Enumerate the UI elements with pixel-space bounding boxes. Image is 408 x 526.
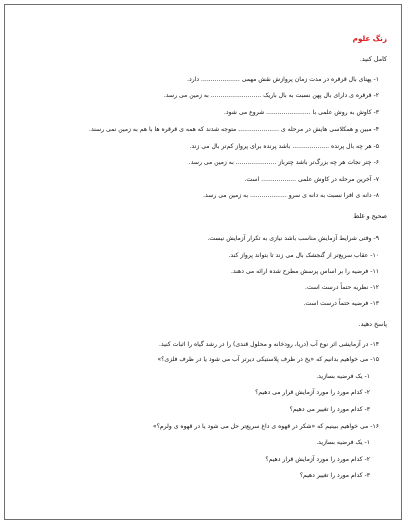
- question-16-part-1: ۱- یک فرضیه بسازید.: [316, 439, 370, 446]
- question-13: ۱۳- فرضیه حتماً درست است.: [303, 300, 379, 307]
- question-4: ۴- مبین و همکلاسی هایش در مرحله ی ..................... متوجه شدند که همه ی قرقره ها با هم به زمین نمی رسند.: [89, 126, 379, 133]
- question-2: ۲- قرقره ی دارای بال پهن نسبت به بال باریک .......................... به زمین می رسد.: [163, 92, 379, 99]
- question-9: ۹- وقتی شرایط آزمایش مناسب باشد نیازی به تکرار آزمایش نیست.: [207, 235, 379, 242]
- worksheet-page: [4, 4, 402, 520]
- section-heading-true-false: صحیح و غلط: [353, 213, 387, 220]
- question-12: ۱۲- نظریه حتماً درست است.: [305, 284, 379, 291]
- question-11: ۱۱- فرضیه را بر اساس پرسش مطرح شده ارائه می دهند.: [231, 268, 379, 275]
- section-heading-complete: کامل کنید.: [359, 56, 387, 63]
- question-16-part-3: ۳- کدام مورد را تغییر دهیم؟: [299, 472, 370, 479]
- question-8: ۸- دانه ی افرا نسبت به دانه ی سرو ................... به زمین می رسد.: [203, 192, 379, 199]
- section-heading-answer: پاسخ دهید.: [358, 321, 387, 328]
- question-6: ۶- چتر نجات هر چه بزرگ‌تر باشد چتر‌باز ..................... به زمین می رسد.: [188, 159, 379, 166]
- question-7: ۷- آخرین مرحله در کاوش علمی .................. است.: [244, 176, 379, 183]
- question-14: ۱۴- در آزمایشی اثر نوع آب (دریا، رودخانه و محلول قندی) را در رشد گیاه را اثبات کنید.: [158, 341, 379, 348]
- question-16-part-2: ۲- کدام مورد را مورد آزمایش قرار دهیم؟: [265, 456, 370, 463]
- question-16: ۱۶- می خواهیم ببینیم که «شکر در قهوه ی داغ سریع‌تر حل می شود یا در قهوه ی ولرم؟»: [152, 423, 379, 430]
- worksheet-title: زنگ علوم: [352, 34, 387, 43]
- question-1: ۱- پهنای بال قرقره در مدت زمان پرواز‌ش نقش مهمی .................... دارد.: [187, 76, 379, 83]
- question-3: ۳- کاوش به روش علمی با ....................... شروع می شود.: [224, 109, 379, 116]
- question-10: ۱۰- عقاب سریع‌تر از گنجشک بال می زند تا بتواند پرواز کند.: [228, 252, 379, 259]
- question-15-part-1: ۱- یک فرضیه بسازید.: [316, 373, 370, 380]
- question-5: ۵- هر چه بال پرنده ................... باشد پرنده برای پرواز کم‌تر بال می زند.: [189, 143, 379, 150]
- question-15-part-2: ۲- کدام مورد را مورد آزمایش قرار می دهیم؟: [255, 389, 370, 396]
- question-15: ۱۵- می خواهیم بدانیم که «یخ در ظرف پلاستیکی دیرتر آب می شود یا در ظرف فلزی؟»: [157, 356, 379, 363]
- question-15-part-3: ۳- کدام مورد را تغییر می دهیم؟: [289, 406, 370, 413]
